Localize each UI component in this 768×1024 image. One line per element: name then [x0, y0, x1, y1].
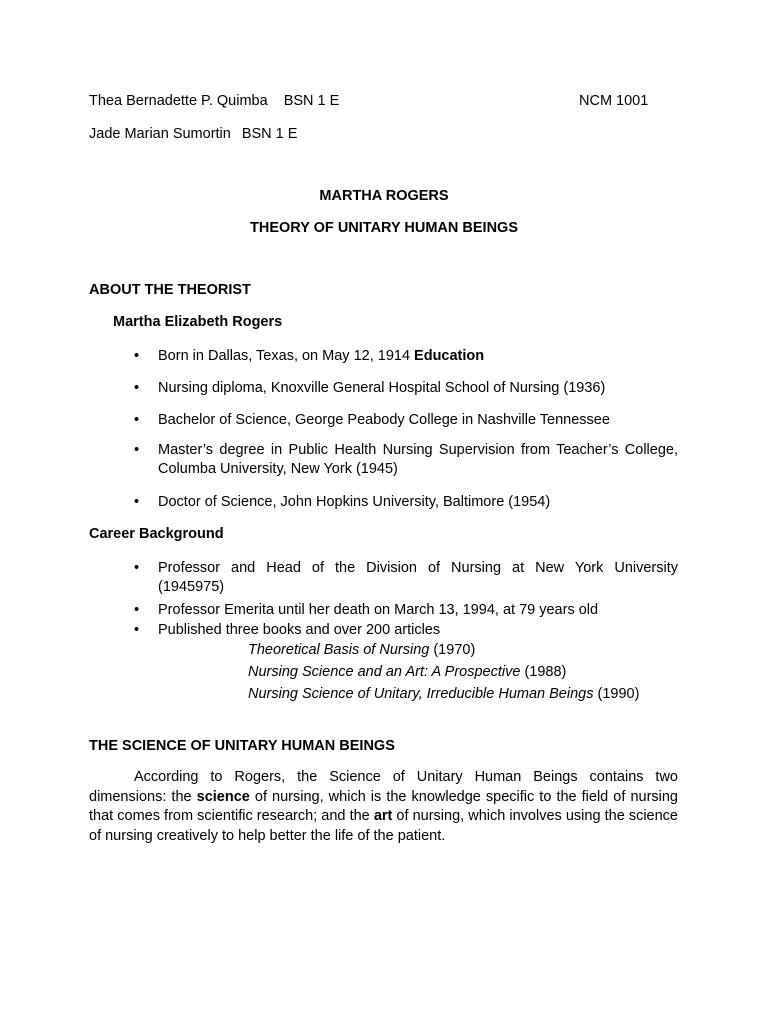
list-item: Published three books and over 200 articles — [158, 622, 441, 638]
section-heading-career: Career Background — [89, 526, 224, 542]
list-item: Nursing diploma, Knoxville General Hospital School of Nursing (1936) — [158, 380, 606, 396]
bullet-icon: • — [134, 348, 140, 364]
list-item: Born in Dallas, Texas, on May 12, 1914 Education — [158, 348, 485, 364]
list-item: Professor Emerita until her death on March 13, 1994, at 79 years old — [158, 602, 599, 618]
theorist-name: Martha Elizabeth Rogers — [113, 314, 283, 330]
body-paragraph: According to Rogers, the Science of Unitary Human Beings contains two dimensions: the science of nursing, which is the knowledge specific to the field of nursing that comes from scientific research; and the art of nursing, which involves using the science of nursing creatively to help better the life of the patient. — [89, 769, 678, 844]
section-heading-science: THE SCIENCE OF UNITARY HUMAN BEINGS — [89, 738, 395, 754]
author-section: BSN 1 E — [241, 126, 298, 142]
author-name: Thea Bernadette P. Quimba — [89, 93, 268, 109]
bullet-icon: • — [134, 602, 140, 618]
list-item: Master’s degree in Public Health Nursing Supervision from Teacher’s College, Columba University, New York (1945) — [158, 442, 678, 477]
list-item: Bachelor of Science, George Peabody College in Nashville Tennessee — [158, 412, 610, 428]
author-name: Jade Marian Sumortin — [89, 126, 231, 142]
bullet-icon: • — [134, 412, 140, 428]
bullet-icon: • — [134, 560, 140, 576]
bullet-icon: • — [134, 494, 140, 510]
book-item: Nursing Science of Unitary, Irreducible Human Beings (1990) — [248, 686, 640, 702]
bullet-icon: • — [134, 442, 140, 458]
list-item: Doctor of Science, John Hopkins University, Baltimore (1954) — [158, 494, 551, 510]
book-item: Theoretical Basis of Nursing (1970) — [248, 642, 476, 658]
document-title: MARTHA ROGERS — [319, 188, 449, 204]
course-code: NCM 1001 — [579, 93, 649, 109]
book-item: Nursing Science and an Art: A Prospective (1988) — [248, 664, 567, 680]
list-item: Professor and Head of the Division of Nursing at New York University (1945975) — [158, 560, 678, 595]
author-section: BSN 1 E — [283, 93, 340, 109]
author-line-2 — [89, 126, 297, 142]
bullet-icon: • — [134, 622, 140, 638]
document-subtitle: THEORY OF UNITARY HUMAN BEINGS — [250, 220, 518, 236]
bullet-icon: • — [134, 380, 140, 396]
section-heading-about: ABOUT THE THEORIST — [89, 282, 251, 298]
author-line-1 — [89, 93, 339, 109]
